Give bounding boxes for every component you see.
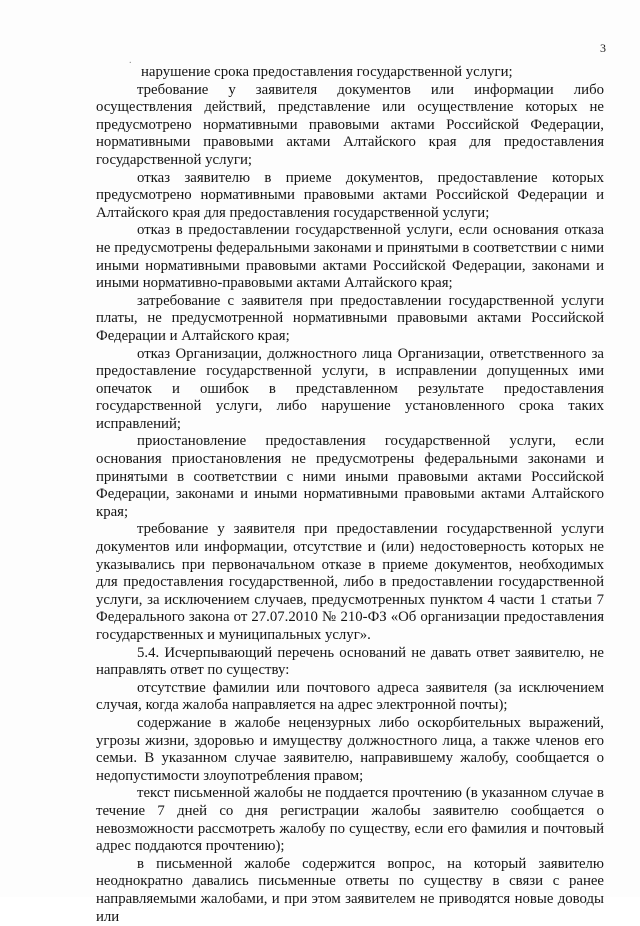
paragraph-10: отсутствие фамилии или почтового адреса заявителя (за исключением случая, когда жалоба направляется на адрес электронной почты); bbox=[96, 679, 604, 714]
paragraph-1: нарушение срока предоставления государственной услуги; bbox=[141, 64, 513, 80]
paragraph-2: требование у заявителя документов или информации либо осуществления действий, представление или осуществление которых не предусмотрено нормативными правовыми актами Российской Федерации, нормативными правовыми актами Алтайского края для предоставления государственной услуги; bbox=[96, 81, 604, 168]
paragraph-4: отказ в предоставлении государственной услуги, если основания отказа не предусмотрены федеральными законами и принятыми в соответствии с ними иными нормативными правовыми актами Российской Федерации, законами и иными нормативно-правовыми актами Алтайского края; bbox=[96, 222, 604, 292]
paragraph-6: отказ Организации, должностного лица Организации, ответственного за предоставление государственной услуги, в исправлении допущенных ими опечаток и ошибок в представленном результате предоставления государственной услуги, либо нарушение установленного срока таких исправлений; bbox=[96, 345, 604, 432]
paragraph-3: отказ заявителю в приеме документов, предоставление которых предусмотрено нормативными правовыми актами Российской Федерации и Алтайского края для предоставления государственной услуги; bbox=[96, 169, 604, 221]
paragraph-11: содержание в жалобе нецензурных либо оскорбительных выражений, угрозы жизни, здоровью и имуществу должностного лица, а также членов его семьи. В указанном случае заявителю, направившему жалобу, сообщается о недопустимости злоупотребления правом; bbox=[96, 714, 604, 784]
stray-mark: . bbox=[129, 55, 132, 66]
body-text bbox=[96, 64, 604, 926]
paragraph-7: приостановление предоставления государственной услуги, если основания приостановления не предусмотрены федеральными законами и принятыми в соответствии с ними иными правовыми актами Российской Федерации, законами и иными нормативными правовыми актами Алтайского края; bbox=[96, 433, 604, 520]
paragraph-9: 5.4. Исчерпывающий перечень оснований не давать ответ заявителю, не направлять ответ по существу: bbox=[96, 644, 604, 679]
page-number: 3 bbox=[600, 41, 606, 55]
paragraph-13: в письменной жалобе содержится вопрос, на который заявителю неоднократно давались письменные ответы по существу в связи с ранее направляемыми жалобами, и при этом заявителем не приводятся новые доводы или bbox=[96, 855, 604, 925]
paragraph-5: затребование с заявителя при предоставлении государственной услуги платы, не предусмотренной нормативными правовыми актами Российской Федерации и Алтайского края; bbox=[96, 292, 604, 344]
paragraph-8: требование у заявителя при предоставлении государственной услуги документов или информации, отсутствие и (или) недостоверность которых не указывались при первоначальном отказе в приеме документов, необходимых для предоставления государственной, либо в предоставлении государственной услуги, за исключением случаев, предусмотренных пунктом 4 части 1 статьи 7 Федерального закона от 27.07.2010 № 210-ФЗ «Об организации предоставления государственных и муниципальных услуг». bbox=[96, 521, 604, 643]
paragraph-12: текст письменной жалобы не поддается прочтению (в указанном случае в течение 7 дней со дня регистрации жалобы заявителю сообщается о невозможности рассмотреть жалобу по существу, если его фамилия и почтовый адрес поддаются прочтению); bbox=[96, 785, 604, 855]
